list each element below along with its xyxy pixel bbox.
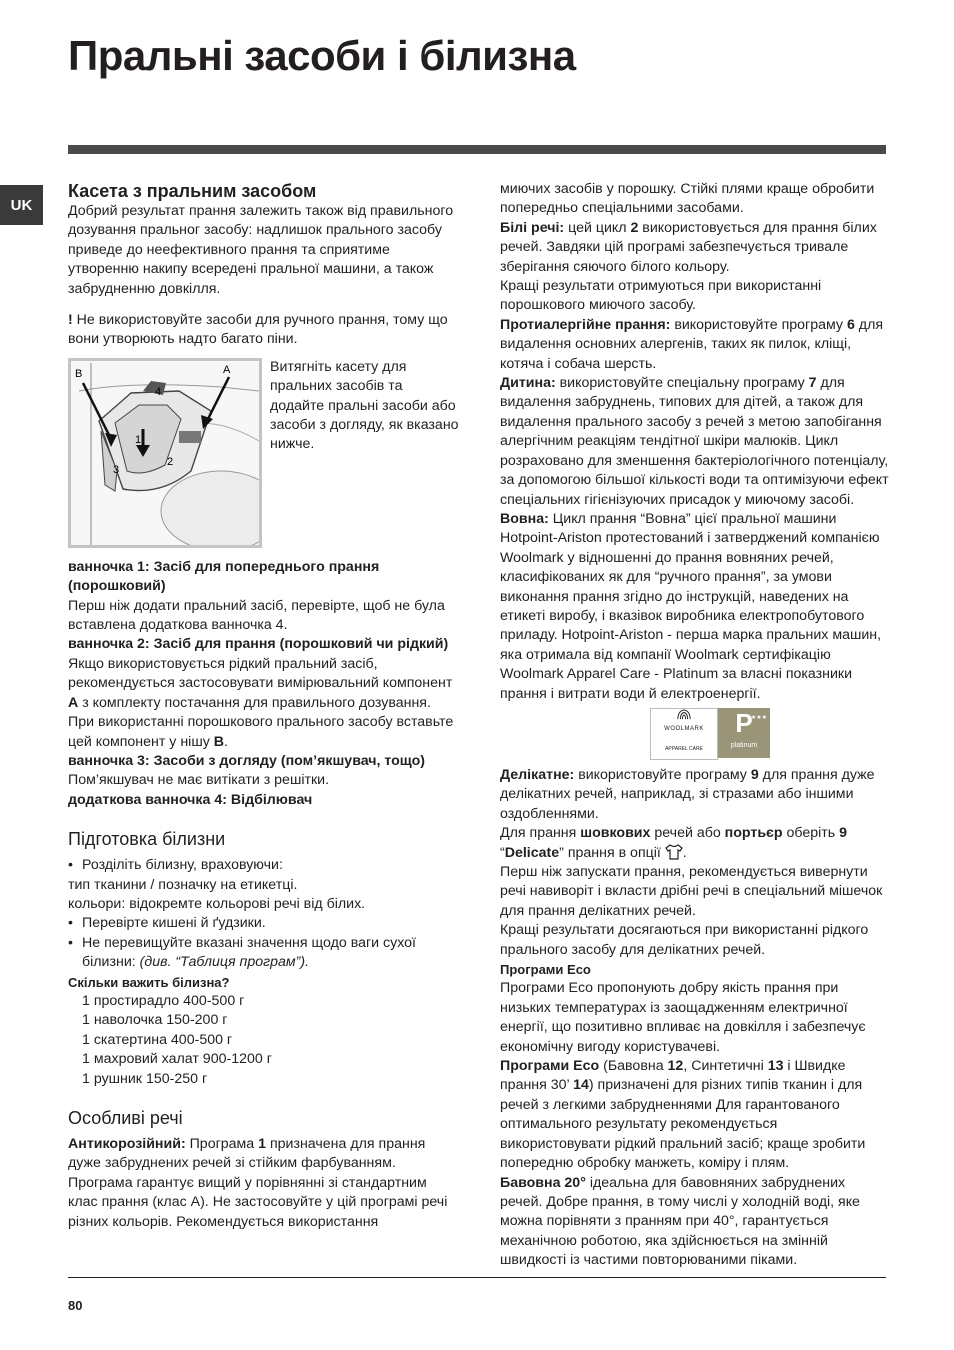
baby-paragraph: Дитина: використовуйте спеціальну програму 7 для видалення забруднень, типових для дітей, а також для видалення прального засобу з речей з метою запобігання алергічним реакціям тендітної шкіри малюків. Цикл розраховано для зменшення бактеріологічного потенціалу, за допомогою більшої кількості води та оптимізуючи ефект спеціальних гігієнізуючих присадок у миючому засобі. (500, 375, 889, 508)
eco-programs-paragraph: Програми Eco (Бавовна 12, Синтетичні 13 і Швидке прання 30’ 14) призначені для різних типів тканин і для речей з легкими забрудненнями Для гарантованого оптимального результату рекомендується використовувати рідкий пральний засіб; краще зробити попередню обробку манжеть, коміру і плям. (500, 1058, 866, 1172)
page-title: Пральні засоби і білизна (68, 32, 576, 79)
continued-paragraph: миючих засобів у порошку. Стійкі плями краще обробити попередньо спеціальними засобами. (500, 181, 875, 217)
delicate-tip-2: Кращі результати досягаються при використанні рідкого прального засобу для делікатних речей. (500, 922, 869, 958)
warning-icon: ! (68, 312, 73, 329)
weights-list (68, 992, 460, 1089)
anticrease-paragraph: Антикорозійний: Програма 1 призначена для прання дуже забруднених речей зі стійким фарбуванням. Програма гарантує вищий у порівнянні зі стандартним клас прання (клас A). Не застосовуйте у цій програмі речі різних кольорів. Рекомендується використання (68, 1136, 448, 1230)
intro-paragraph: Добрий результат прання залежить також від правильного дозування пральног засобу: надлишок прального засобу приведе до неефективного прання та сприятиме утворенню накипу всередені пральної машини, а також забрудненню довкілля. (68, 203, 454, 297)
allergy-paragraph: Протиалергійне прання: використовуйте програму 6 для видалення основних алергенів, таких як пилок, кліщі, котяча і собача шерсть. (500, 316, 884, 372)
bullet-weight: • Не перевищуйте вказані значення щодо ваги сухої білизни: (див. “Таблиця програм”). (68, 934, 416, 971)
eco-paragraph: Програми Eco пропонують добру якість прання при низьких температурах із заощадженням електричної енергії, що позитивно впливає на довкілля і забезпечує економічну вигоду користувачеві. (500, 980, 866, 1055)
footer-rule (68, 1277, 886, 1278)
right-column (500, 180, 890, 1271)
language-tab: UK (0, 185, 43, 225)
whites-tip: Кращі результати отримуються при використанні порошкового миючого засобу. (500, 278, 822, 314)
compartment-1-title: ванночка 1: Засіб для попереднього прання (порошковий) (68, 558, 380, 595)
delicate-paragraph: Делікатне: використовуйте програму 9 для прання дуже делікатних речей, наприклад, зі стразами або іншими оздобленнями. (500, 766, 875, 822)
compartment-1-text: Перш ніж додати пральний засіб, перевірте, щоб не була вставлена додаткова ванночка 4. (68, 597, 445, 634)
section-heading-cassette: Касета з пральним засобом (68, 181, 317, 201)
weight-item: 1 наволочка 150-200 г (82, 1012, 228, 1029)
sort-by-fabric: тип тканини / позначку на етикетці. (68, 876, 298, 893)
sort-by-color: кольори: відокремте кольорові речі від білих. (68, 895, 366, 912)
wool-paragraph: Вовна: Цикл прання “Вовна” цієї пральної машини Hotpoint-Ariston протестований і затверджений компанією Woolmark у відношенні до прання вовняних речей, класифікованих як для “ручного прання”, за умови виконання прання згідно до інструкцій, наведених на етикеті виробу, і вказівок виробника електропобутового приладу. Hotpoint-Ariston - перша марка пральних машин, яка отримала від компанії Woolmark сертифікацію Woolmark Apparel Care - Platinum за власні показники прання і витрати води й електроенергії. (500, 510, 882, 702)
delicate-tip-1: Перш ніж запускати прання, рекомендується вивернути речі навиворіт і вкласти дрібні речі в спеціальний мішечок для прання делікатних речей. (500, 864, 883, 919)
section-heading-special: Особливі речі (68, 1108, 183, 1128)
weight-item: 1 махровий халат 900-1200 г (82, 1051, 272, 1068)
figure-caption: Витягніть касету для пральних засобів та додайте пральні засоби або засоби з догляду, як вказано нижче. (270, 358, 459, 453)
compartment-2-text: Якщо використовується рідкий пральний засіб, рекомендується застосовувати вимірювальний компонент A з комплекту постачання для правильного дозування. При використанні порошкового прального засобу вставьте цей компонент у нішу B. (68, 655, 454, 750)
bullet-pockets: • Перевірте кишені й ґудзики. (68, 915, 266, 932)
label-compartment-1: 1 (135, 433, 142, 446)
label-a: A (223, 363, 231, 376)
warning-paragraph: ! Не використовуйте засоби для ручного прання, тому що вони утворюють надто багато піни. (68, 312, 448, 348)
bullet-sort: • Розділіть білизну, враховуючи: (68, 857, 283, 874)
eco-title: Програми Eco (500, 962, 591, 978)
woolmark-icon (669, 709, 699, 720)
left-column (68, 180, 460, 1232)
platinum-logo: ★★★ P platinum (718, 708, 770, 758)
header-rule (68, 145, 886, 154)
whites-paragraph: Білі речі: цей цикл 2 використовується для прання білих речей. Завдяки цій програмі забезпечується тривале зберігання сяючого білого кольору. (500, 219, 877, 275)
label-compartment-3: 3 (113, 463, 120, 476)
label-b: B (75, 367, 83, 380)
label-compartment-2: 2 (167, 455, 174, 468)
page-number: 80 (68, 1298, 83, 1313)
stars-icon: ★★★ (750, 714, 767, 721)
compartment-2-title: ванночка 2: Засіб для прання (порошковий чи рідкий) (68, 636, 449, 653)
weight-item: 1 простирадло 400-500 г (82, 992, 245, 1009)
certification-logos (530, 708, 890, 760)
compartment-3-text: Пом’якшувач не має витікати з решітки. (68, 772, 330, 789)
tshirt-icon (665, 844, 683, 860)
silk-paragraph: Для прання шовкових речей або портьєр оберіть 9 “Delicate” прання в опції . (500, 825, 848, 861)
compartment-3-title: ванночка 3: Засоби з догляду (пом’якшувач, тощо) (68, 752, 425, 769)
weight-title: Скільки важить білизна? (68, 974, 230, 990)
label-compartment-4: 4 (155, 385, 162, 398)
weight-item: 1 скатертина 400-500 г (82, 1031, 233, 1048)
weight-item: 1 рушник 150-250 г (82, 1070, 208, 1087)
cotton20-paragraph: Бавовна 20° ідеальна для бавовняних забруднених речей. Добре прання, в тому числі у холодній воді, яке можна порівняти з пранням при 40°, гарантується механічною роботою, яка здійснюється на змінній швидкості із частими повторюваними піками. (500, 1174, 860, 1269)
section-heading-preparation: Підготовка білизни (68, 829, 226, 850)
woolmark-logo: WOOLMARK APPAREL CARE (650, 708, 718, 760)
detergent-drawer-illustration (68, 358, 262, 548)
cassette-figure-block (68, 358, 460, 548)
compartment-4-title: додаткова ванночка 4: Відбілювач (68, 791, 313, 808)
